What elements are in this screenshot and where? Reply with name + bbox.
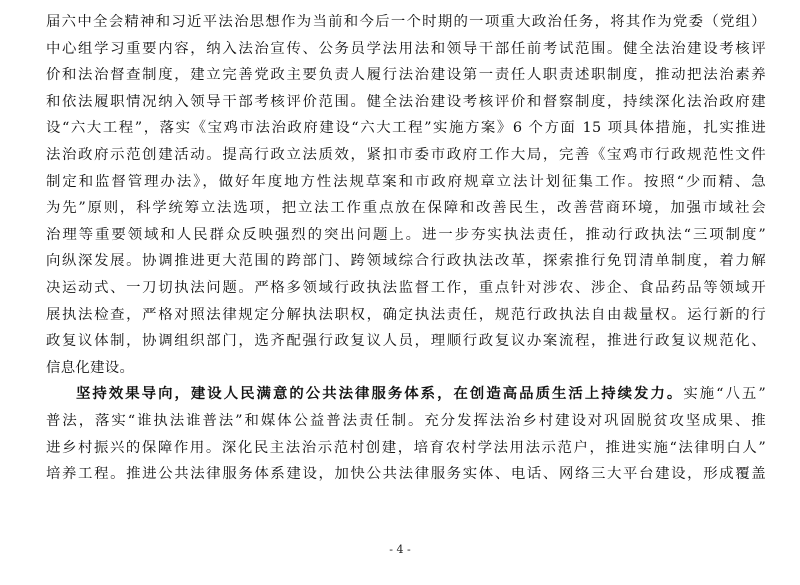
body-line: 信息化建设。	[46, 359, 135, 376]
body-line: 为先”原则，科学统筹立法选项，把立法工作重点放在保障和改善民生，改善营商环境，加强市域社会	[46, 200, 766, 217]
body-line: 法治政府示范创建活动。提高行政立法质效，紧扣市委市政府工作大局，完善《宝鸡市行政规范性文件	[46, 146, 766, 163]
body-line: 培养工程。推进公共法律服务体系建设，加快公共法律服务实体、电话、网络三大平台建设，形成覆盖	[46, 466, 766, 483]
paragraph-heading-line	[46, 381, 766, 408]
body-line: 治理等重要领域和人民群众反映强烈的突出问题上。进一步夯实执法责任，推动行政执法“三项制度”	[46, 226, 766, 243]
paragraph-heading: 坚持效果导向，建设人民满意的公共法律服务体系，在创造高品质生活上持续发力。	[76, 385, 684, 403]
body-line: 政复议体制，协调组织部门，选齐配强行政复议人员，理顺行政复议办案流程，推进行政复议规范化、	[46, 333, 766, 350]
body-line: 设“六大工程”，落实《宝鸡市法治政府建设“六大工程”实施方案》6 个方面 15 项具体措施，扎实推进	[46, 120, 766, 137]
body-line: 届六中全会精神和习近平法治思想作为当前和今后一个时期的一项重大政治任务，将其作为党委（党组）	[46, 14, 766, 30]
body-line: 普法，落实“谁执法谁普法”和媒体公益普法责任制。充分发挥法治乡村建设对巩固脱贫攻坚成果、推	[46, 412, 766, 429]
body-line: 进乡村振兴的保障作用。深化民主法治示范村创建，培育农村学法用法示范户，推进实施“法律明白人”	[46, 439, 766, 456]
body-line: 价和法治督查制度，建立完善党政主要负责人履行法治建设第一责任人职责述职制度，推动把法治素养	[46, 67, 766, 84]
heading-line-rest: 实施“八五”	[683, 386, 767, 403]
page-number: - 4 -	[389, 543, 411, 556]
body-line: 中心组学习重要内容，纳入法治宣传、公务员学法用法和领导干部任前考试范围。健全法治建设考核评	[46, 40, 766, 57]
body-line: 展执法检查，严格对照法律规定分解执法职权，确定执法责任，规范行政执法自由裁量权。运行新的行	[46, 306, 766, 323]
body-line: 决运动式、一刀切执法问题。严格多领域行政执法监督工作，重点针对涉农、涉企、食品药品等领域开	[46, 279, 766, 296]
body-line: 向纵深发展。协调推进更大范围的跨部门、跨领域综合行政执法改革，探索推行免罚清单制度，着力解	[46, 253, 766, 270]
document-body	[46, 9, 766, 488]
body-line: 和依法履职情况纳入领导干部考核评价范围。健全法治建设考核评价和督察制度，持续深化法治政府建	[46, 93, 766, 110]
body-line: 制定和监督管理办法》，做好年度地方性法规草案和市政府规章立法计划征集工作。按照“少而精、急	[46, 173, 766, 190]
